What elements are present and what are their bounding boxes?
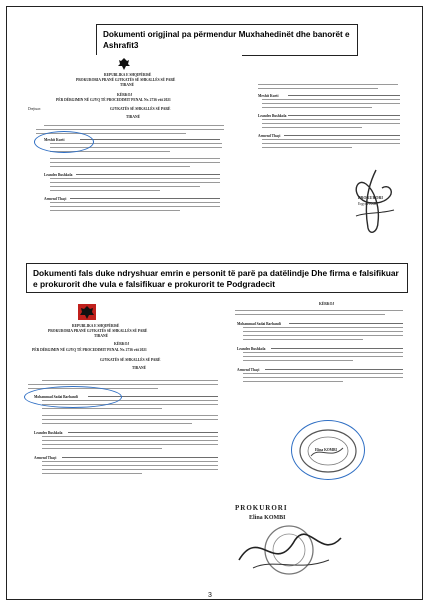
prosecutor-title-fake: PROKURORI bbox=[235, 504, 288, 512]
defendant-3-name-p2: Armend Thaçi bbox=[258, 134, 281, 138]
page-number: 3 bbox=[208, 592, 212, 599]
republic-heading-fake: REPUBLIKA E SHQIPËRISË bbox=[72, 324, 120, 328]
fake-defendant-3-name: Armend Thaçi bbox=[34, 456, 57, 460]
office-heading-fake: PROKURORIA PRANË GJYKATËS SË SHKALLËS SË PARË bbox=[48, 329, 148, 333]
defendant-2-name-p2: Leandro Bushkola bbox=[258, 114, 287, 118]
request-title-fake: PËR DËRGIMIN NË GJYQ TË PROCEDIMIT PENAL Nr. 2736 viti 2021 bbox=[32, 348, 147, 352]
fake-defendant-2-name-p2: Leandro Bushkola bbox=[237, 347, 266, 351]
court-name-fake: GJYKATËS SË SHKALLËS SË PARË bbox=[100, 358, 161, 362]
albania-emblem-red-icon bbox=[78, 304, 96, 320]
city-heading: TIRANË bbox=[120, 83, 134, 87]
prosecutor-name-original: Ergys FEKRI bbox=[358, 202, 378, 206]
original-document-page-2 bbox=[246, 70, 416, 240]
fake-defendant-1-name-p2: Mohammad Sadai Barhandi bbox=[237, 322, 281, 326]
request-title: PËR DËRGIMIN NË GJYQ TË PROCEDIMIT PENAL Nr. 2736 viti 2021 bbox=[56, 98, 171, 102]
highlight-circle-stamp bbox=[291, 420, 365, 480]
prosecutor-title-original: PROKURORI bbox=[358, 195, 383, 200]
defendant-1-name-p2: Mexhit Kurti bbox=[258, 94, 279, 98]
fake-document-page-2 bbox=[227, 298, 413, 592]
office-heading: PROKURORIA PRANË GJYKATËS SË SHKALLËS SË PARË bbox=[76, 78, 176, 82]
original-document-page-1 bbox=[14, 55, 242, 253]
court-name: GJYKATËS SË SHKALLËS SË PARË bbox=[110, 107, 171, 111]
kerkoj-heading-fake: KËRKOJ bbox=[114, 342, 130, 346]
kerkoj-heading-fake-p2: KËRKOJ bbox=[319, 302, 335, 306]
fake-signature-seal-icon bbox=[229, 520, 349, 586]
highlight-circle-fake-defendant bbox=[24, 386, 122, 408]
fake-defendant-2-name: Leandro Bushkola bbox=[34, 431, 63, 435]
albania-emblem-icon bbox=[117, 57, 131, 71]
fake-document-page-1 bbox=[14, 300, 226, 588]
defendant-2-name: Leandro Bushkola bbox=[44, 173, 73, 177]
prosecutor-name-fake: Elina KOMBI bbox=[249, 515, 286, 521]
court-city-fake: TIRANË bbox=[132, 366, 146, 370]
defendant-3-name: Armend Thaçi bbox=[44, 197, 67, 201]
fake-defendant-1-name: Mohammad Sadai Barhandi bbox=[34, 395, 78, 399]
highlight-circle-defendant bbox=[34, 131, 94, 153]
court-city: TIRANË bbox=[126, 115, 140, 119]
fake-defendant-3-name-p2: Armend Thaçi bbox=[237, 368, 260, 372]
caption-fake: Dokumenti fals duke ndryshuar emrin e personit të parë pa datëlindje Dhe firma e falsifikuar e prokurorit dhe vula e falsifikuar e prokurorit te Podgradecit bbox=[26, 263, 408, 293]
addressee-label: Drejtuar: bbox=[28, 107, 41, 111]
republic-heading: REPUBLIKA E SHQIPËRISË bbox=[104, 73, 152, 77]
city-heading-fake: TIRANË bbox=[94, 334, 108, 338]
kerkoj-heading: KËRKOJ bbox=[117, 93, 133, 97]
stamp-name: Elina KOMBI bbox=[315, 448, 337, 452]
defendant-1-name: Mexhit Kurti bbox=[44, 138, 65, 142]
caption-original: Dokumenti origjinal pa përmendur Muxhahedinët dhe banorët e Ashrafit3 bbox=[96, 24, 358, 56]
